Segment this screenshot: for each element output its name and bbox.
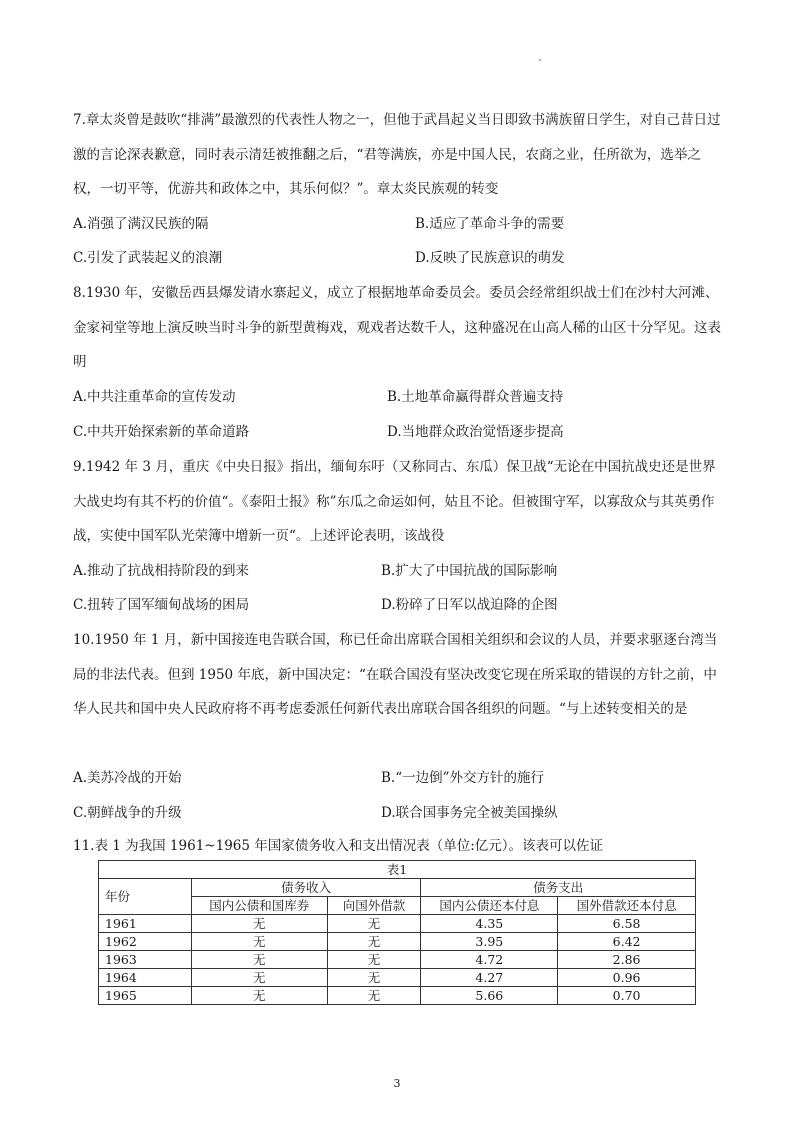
table-cell-year: 1963 (99, 951, 192, 969)
table-row (99, 915, 696, 933)
table-cell: 0.70 (558, 987, 696, 1005)
question-11-stem: 11.表 1 为我国 1961~1965 年国家债务收入和支出情况表（单位:亿元）。该表可以佐证 (73, 838, 604, 854)
question-8-option-a: A.中共注重革命的宣传发动 (73, 389, 236, 405)
question-7-option-a: A.消强了满汉民族的隔 (73, 216, 209, 232)
table-row (99, 933, 696, 951)
table-caption: 表1 (99, 861, 696, 879)
table-cell: 无 (191, 951, 327, 969)
table-cell-year: 1961 (99, 915, 192, 933)
table-cell: 6.42 (558, 933, 696, 951)
table-cell: 无 (191, 987, 327, 1005)
question-8-option-c: C.中共开始探索新的革命道路 (73, 424, 250, 440)
table-row (99, 969, 696, 987)
table-cell-year: 1964 (99, 969, 192, 987)
question-7-option-c: C.引发了武装起义的浪潮 (73, 250, 223, 266)
table-header-income: 债务收入 (191, 879, 421, 897)
table-cell-year: 1962 (99, 933, 192, 951)
question-8-stem: 8.1930 年，安徽岳西县爆发请水寨起义，成立了根据地革命委员会。委员会经常组织战士们在沙村大河滩、金家祠堂等地上演反映当时斗争的新型黄梅戏，观戏者达数千人，这种盛况在山高人稀的山区十分罕见。这表明 (73, 285, 721, 370)
table-subheader: 国内公债还本付息 (421, 897, 558, 915)
table-cell: 无 (327, 915, 421, 933)
question-10-option-a: A.美苏冷战的开始 (73, 770, 182, 786)
scan-speck (539, 59, 541, 61)
question-9-option-b: B.扩大了中国抗战的国际影响 (381, 563, 558, 579)
table-cell: 2.86 (558, 951, 696, 969)
question-7-option-d: D.反映了民族意识的萌发 (415, 250, 565, 266)
table-cell: 4.72 (421, 951, 558, 969)
question-10-stem: 10.1950 年 1 月，新中国接连电告联合国，称已任命出席联合国相关组织和会议的人员，并要求驱逐台湾当局的非法代表。但到 1950 年底，新中国决定：“在联合国没有坚决改变它现在所采取的错误的方针之前，中华人民共和国中央人民政府将不再考虑委派任何新代表出席联合国各组织的问题。“与上述转变相关的是 (73, 632, 718, 717)
table-subheader: 向国外借款 (327, 897, 421, 915)
table-cell: 4.35 (421, 915, 558, 933)
table-cell: 3.95 (421, 933, 558, 951)
table-subheader: 国内公债和国库券 (191, 897, 327, 915)
table-cell: 无 (191, 915, 327, 933)
question-10-option-d: D.联合国事务完全被美国操纵 (381, 805, 558, 821)
table-cell: 无 (191, 933, 327, 951)
question-9-stem: 9.1942 年 3 月，重庆《中央日报》指出，缅甸东吁（又称同古、东瓜）保卫战“无论在中国抗战史还是世界大战史均有其不朽的价值“。《泰阳士报》称”东瓜之命运如何，姑且不论。但被围守军，以寡敌众与其英勇作战，实使中国军队光荣簿中增新一页“。上述评论表明，该战役 (73, 459, 716, 544)
page-number: 3 (393, 1077, 401, 1090)
table-cell: 无 (327, 969, 421, 987)
table-cell: 6.58 (558, 915, 696, 933)
table-cell: 无 (327, 987, 421, 1005)
table-header-year: 年份 (99, 879, 192, 915)
question-8-option-d: D.当地群众政治觉悟逐步提高 (387, 424, 564, 440)
question-9-option-c: C.扭转了国军缅甸战场的困局 (73, 597, 250, 613)
question-8-option-b: B.土地革命赢得群众普遍支持 (387, 389, 564, 405)
question-9-option-d: D.粉碎了日军以战迫降的企图 (381, 597, 558, 613)
table-cell: 0.96 (558, 969, 696, 987)
table-cell: 4.27 (421, 969, 558, 987)
question-10-option-b: B.“一边倒”外交方针的施行 (381, 770, 545, 786)
question-9-option-a: A.推动了抗战相持阶段的到来 (73, 563, 250, 579)
table-subheader: 国外借款还本付息 (558, 897, 696, 915)
question-7-option-b: B.适应了革命斗争的需要 (415, 216, 565, 232)
table-cell: 5.66 (421, 987, 558, 1005)
question-7-stem: 7.章太炎曾是鼓吹“排满”最激烈的代表性人物之一，但他于武昌起义当日即致书满族留日学生，对自己昔日过激的言论深表歉意，同时表示清廷被推翻之后，“君等满族，亦是中国人民，农商之业，任所欲为，选举之权，一切平等，优游共和政体之中，其乐何似？”。章太炎民族观的转变 (73, 112, 721, 197)
question-10-option-c: C.朝鲜战争的升级 (73, 805, 182, 821)
table-cell: 无 (191, 969, 327, 987)
table-cell: 无 (327, 951, 421, 969)
table-cell: 无 (327, 933, 421, 951)
table-header-expense: 债务支出 (421, 879, 696, 897)
debt-table (98, 860, 696, 1005)
table-row (99, 987, 696, 1005)
table-row (99, 951, 696, 969)
table-cell-year: 1965 (99, 987, 192, 1005)
